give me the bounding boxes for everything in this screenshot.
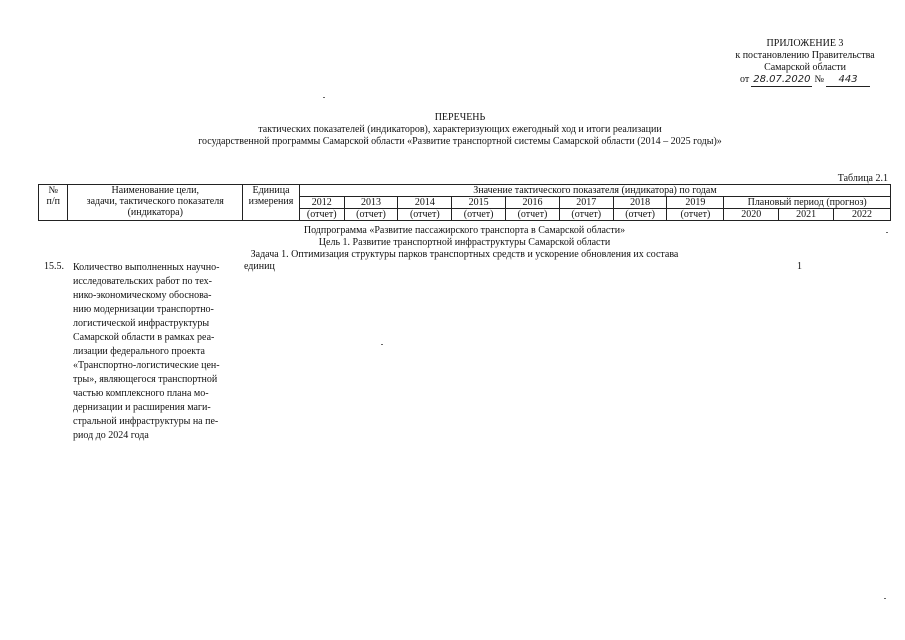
report-label: (отчет) — [559, 209, 613, 221]
year-2018: 2018 — [613, 197, 667, 209]
scan-speck — [884, 598, 886, 599]
number-prefix: № — [814, 74, 825, 85]
date-prefix: от — [739, 74, 750, 85]
report-label: (отчет) — [299, 209, 344, 221]
report-label: (отчет) — [506, 209, 560, 221]
report-label: (отчет) — [398, 209, 452, 221]
year-2015: 2015 — [452, 197, 506, 209]
scan-speck — [323, 97, 325, 98]
scan-speck — [381, 344, 383, 345]
header-num: № п/п — [39, 185, 68, 221]
appendix-date-line — [710, 74, 900, 87]
header-values-title: Значение тактического показателя (индикатора) по годам — [299, 185, 890, 197]
year-2021: 2021 — [779, 209, 834, 221]
indicator-unit: единиц — [244, 261, 275, 272]
task-title: Задача 1. Оптимизация структуры парков транспортных средств и ускорение обновления их состава — [250, 249, 679, 260]
appendix-title: ПРИЛОЖЕНИЕ 3 — [766, 38, 844, 49]
goal-title: Цель 1. Развитие транспортной инфраструктуры Самарской области — [318, 237, 611, 248]
year-2016: 2016 — [506, 197, 560, 209]
heading-title: ПЕРЕЧЕНЬ — [434, 112, 486, 123]
scan-speck — [886, 232, 888, 233]
year-2022: 2022 — [834, 209, 891, 221]
row-number: 15.5. — [44, 261, 64, 272]
header-name: Наименование цели, задачи, тактического показателя (индикатора) — [68, 185, 243, 221]
report-label: (отчет) — [667, 209, 724, 221]
year-2020: 2020 — [724, 209, 779, 221]
handwritten-number: 443 — [826, 74, 870, 87]
year-2019: 2019 — [667, 197, 724, 209]
document-heading — [60, 112, 860, 148]
header-plan-title: Плановый период (прогноз) — [724, 197, 891, 209]
report-label: (отчет) — [452, 209, 506, 221]
heading-line-2: государственной программы Самарской области «Развитие транспортной системы Самарской области (2014 – 2025 годы)» — [198, 136, 722, 147]
heading-line-1: тактических показателей (индикаторов), характеризующих ежегодный ход и итоги реализации — [258, 124, 662, 135]
value-2021: 1 — [797, 261, 802, 272]
indicator-name: Количество выполненных научно- исследовательских работ по тех- нико-экономическому обоснова- нию модернизации транспортно- логистической инфраструктуры Самарской области в рамках реа- лизации федерального проекта «Транспортно-логистические цен- тры», являющегося транспортной частью комплексного плана мо- дернизации и расширения маги- стральной инфраструктуры на пе- риод до 2024 года — [73, 262, 220, 441]
year-2013: 2013 — [344, 197, 398, 209]
year-2014: 2014 — [398, 197, 452, 209]
table-label: Таблица 2.1 — [837, 173, 888, 184]
subprogram-title: Подпрограмма «Развитие пассажирского транспорта в Самарской области» — [303, 225, 626, 236]
appendix-line-1: к постановлению Правительства — [735, 50, 875, 61]
indicators-table-header — [38, 184, 891, 221]
year-2012: 2012 — [299, 197, 344, 209]
appendix-line-2: Самарской области — [764, 62, 846, 73]
report-label: (отчет) — [344, 209, 398, 221]
report-label: (отчет) — [613, 209, 667, 221]
year-2017: 2017 — [559, 197, 613, 209]
header-unit: Единица измерения — [243, 185, 300, 221]
handwritten-date: 28.07.2020 — [753, 74, 811, 85]
appendix-block — [710, 38, 900, 87]
